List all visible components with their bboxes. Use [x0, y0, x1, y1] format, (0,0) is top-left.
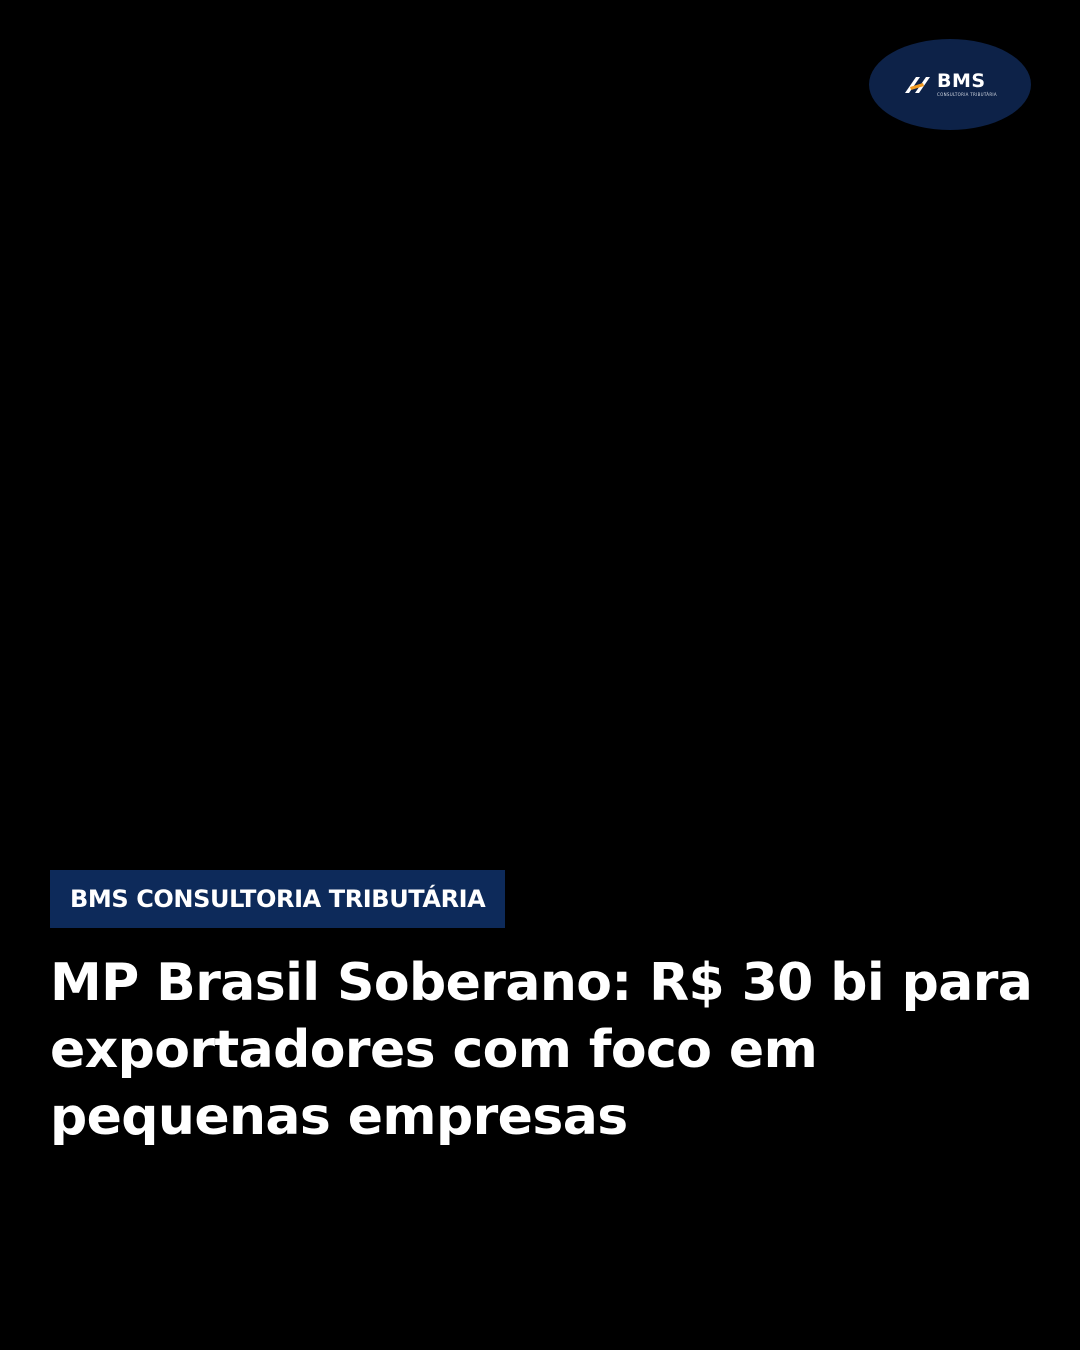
brand-logo-name: BMS — [937, 70, 986, 92]
brand-logo-badge — [869, 39, 1031, 130]
post-headline: MP Brasil Soberano: R$ 30 bi para exportadores com foco em pequenas empresas — [50, 953, 1033, 1147]
category-tag: BMS CONSULTORIA TRIBUTÁRIA — [50, 870, 505, 928]
brand-logo-subtitle: CONSULTORIA TRIBUTÁRIA — [937, 92, 997, 97]
bms-logo-mark-icon — [903, 75, 933, 95]
brand-logo — [903, 72, 997, 97]
